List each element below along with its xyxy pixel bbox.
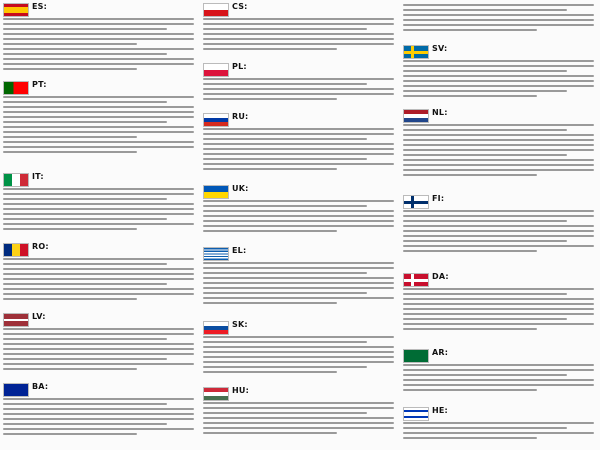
section-text-lines bbox=[203, 18, 394, 58]
section-code: BA: bbox=[32, 382, 49, 391]
section-text-lines bbox=[203, 336, 394, 382]
sweden-flag-icon bbox=[403, 45, 429, 59]
section-code: UK: bbox=[232, 184, 249, 193]
saudi-arabia-flag-icon bbox=[403, 349, 429, 363]
czech-flag-icon bbox=[203, 3, 229, 17]
section-code: SV: bbox=[432, 44, 448, 53]
section-uk bbox=[200, 184, 400, 244]
bosnia-flag-icon bbox=[3, 383, 29, 397]
romania-flag-icon bbox=[3, 243, 29, 257]
section-text-lines bbox=[3, 96, 194, 168]
section-ar bbox=[400, 348, 600, 404]
section-text-lines bbox=[403, 4, 594, 40]
section-ba bbox=[0, 382, 200, 448]
section-text-lines bbox=[403, 124, 594, 190]
section-ro bbox=[0, 242, 200, 310]
section-code: PL: bbox=[232, 62, 247, 71]
section-lv bbox=[0, 312, 200, 380]
section-el bbox=[200, 246, 400, 318]
section-pl bbox=[200, 62, 400, 110]
section-code: DA: bbox=[432, 272, 449, 281]
slovakia-flag-icon bbox=[203, 321, 229, 335]
section-text-lines bbox=[203, 262, 394, 316]
section-text-lines bbox=[3, 328, 194, 378]
section-da bbox=[400, 272, 600, 346]
spain-flag-icon bbox=[3, 3, 29, 17]
section-code: PT: bbox=[32, 80, 47, 89]
section-code: HE: bbox=[432, 406, 448, 415]
section-text-lines bbox=[3, 258, 194, 308]
section-code: LV: bbox=[32, 312, 46, 321]
section-code: IT: bbox=[32, 172, 44, 181]
section-text-lines bbox=[403, 422, 594, 446]
section-code: RO: bbox=[32, 242, 49, 251]
section-sv bbox=[400, 44, 600, 106]
section-text-lines bbox=[3, 188, 194, 238]
poland-flag-icon bbox=[203, 63, 229, 77]
section-text-lines bbox=[403, 210, 594, 268]
section-es bbox=[0, 2, 200, 80]
section-code: AR: bbox=[432, 348, 449, 357]
section-code: FI: bbox=[432, 194, 445, 203]
column-1 bbox=[0, 0, 200, 450]
section-nl bbox=[400, 108, 600, 192]
latvia-flag-icon bbox=[3, 313, 29, 327]
section-hu bbox=[200, 386, 400, 448]
section-code: EL: bbox=[232, 246, 247, 255]
section-continued bbox=[400, 2, 600, 42]
section-fi bbox=[400, 194, 600, 270]
column-3 bbox=[400, 0, 600, 450]
section-cs bbox=[200, 2, 400, 60]
section-code: NL: bbox=[432, 108, 448, 117]
italy-flag-icon bbox=[3, 173, 29, 187]
section-text-lines bbox=[203, 200, 394, 242]
section-pt bbox=[0, 80, 200, 170]
section-text-lines bbox=[203, 78, 394, 108]
section-text-lines bbox=[403, 60, 594, 104]
section-code: RU: bbox=[232, 112, 249, 121]
section-code: ES: bbox=[32, 2, 48, 11]
section-text-lines bbox=[3, 398, 194, 446]
section-he bbox=[400, 406, 600, 448]
ukraine-flag-icon bbox=[203, 185, 229, 199]
greece-flag-icon bbox=[203, 247, 229, 261]
section-text-lines bbox=[3, 18, 194, 78]
israel-flag-icon bbox=[403, 407, 429, 421]
russia-flag-icon bbox=[203, 113, 229, 127]
portugal-flag-icon bbox=[3, 81, 29, 95]
section-text-lines bbox=[403, 288, 594, 344]
section-ru bbox=[200, 112, 400, 182]
section-it bbox=[0, 172, 200, 240]
section-sk bbox=[200, 320, 400, 384]
finland-flag-icon bbox=[403, 195, 429, 209]
section-text-lines bbox=[403, 364, 594, 402]
hungary-flag-icon bbox=[203, 387, 229, 401]
denmark-flag-icon bbox=[403, 273, 429, 287]
section-text-lines bbox=[203, 402, 394, 446]
section-code: SK: bbox=[232, 320, 248, 329]
section-code: CS: bbox=[232, 2, 248, 11]
netherlands-flag-icon bbox=[403, 109, 429, 123]
section-code: HU: bbox=[232, 386, 249, 395]
section-text-lines bbox=[203, 128, 394, 180]
column-2 bbox=[200, 0, 400, 450]
